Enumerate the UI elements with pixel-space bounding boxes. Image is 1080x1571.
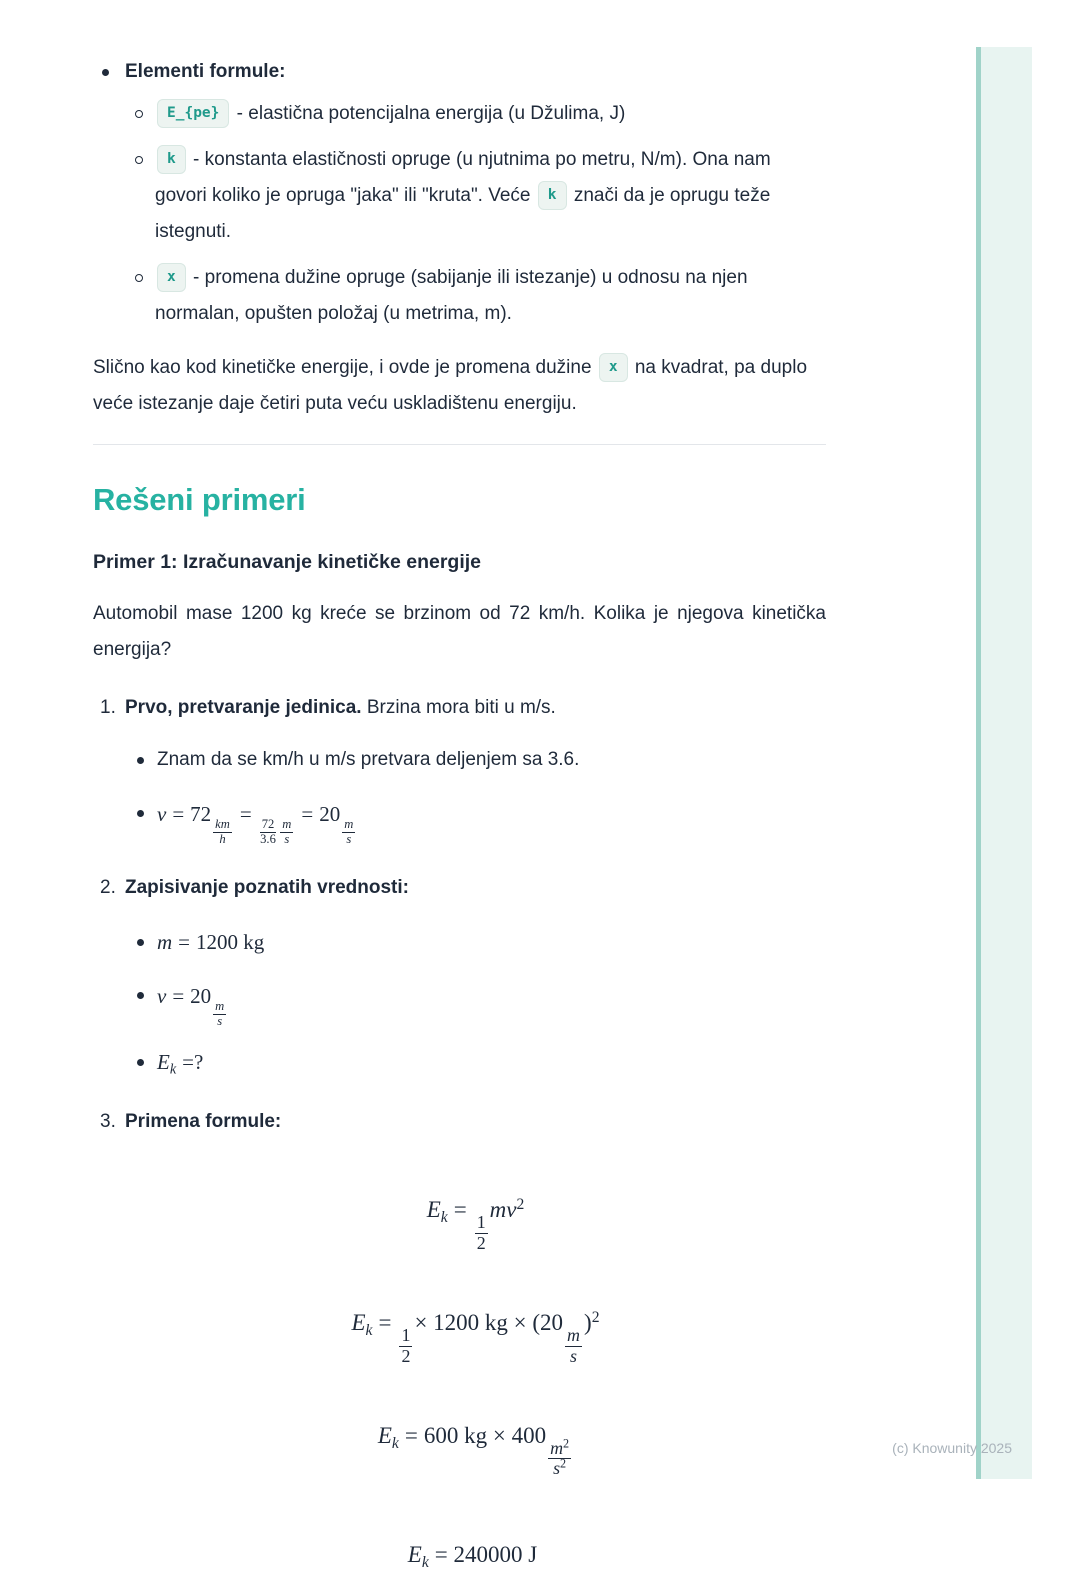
list-item-text — [155, 260, 826, 332]
k-description-b: znači da je oprugu teže istegnuti. — [155, 185, 771, 242]
bullet-circle-marker — [135, 110, 143, 118]
step-text — [125, 870, 826, 906]
note-text-b: na kvadrat, pa duplo veće istezanje daje četiri puta veću uskladištenu energiju. — [93, 357, 808, 414]
fraction-m2-s2: $\frac{m^2}{s^2}$ — [550, 1436, 570, 1479]
bullet-disc-marker — [137, 1059, 144, 1066]
velocity-conversion-formula — [93, 792, 826, 846]
step-2-bold: Zapisivanje poznatih vrednosti: — [125, 877, 409, 899]
known-value-mass: m = 1200 kg — [93, 924, 826, 960]
step-1 — [93, 690, 826, 726]
list-item-text — [155, 142, 826, 250]
note-paragraph — [93, 350, 826, 422]
list-item-x — [93, 260, 826, 332]
k-description-a: - konstanta elastičnosti opruge (u njutnima po metru, N/m). Ona nam govori koliko je opruga "jaka" ili "kruta". Veće — [155, 149, 771, 206]
section-divider — [93, 444, 826, 445]
example-title: Primer 1: Izračunavanje kinetičke energije — [93, 551, 482, 573]
fraction-m-s: $\frac{m}{s}$ — [215, 999, 225, 1028]
document-content — [93, 0, 826, 1571]
formula-elements-section — [93, 54, 826, 332]
note-text-a: Slično kao kod kinetičke energije, i ovde je promena dužine — [93, 357, 592, 378]
formula-text: v = 72 $\frac{km}{h}$ = $\frac{72}{3.6}$ $\frac{m}{s}$ = 20 $\frac{m}{s}$ — [157, 802, 354, 846]
inline-code-x-2: x — [599, 353, 628, 382]
copyright-notice: (c) Knowunity 2025 — [892, 1440, 1012, 1456]
fraction-72-36: $\frac{72}{3.6}$ — [260, 816, 276, 846]
step-number: 3. — [100, 1111, 116, 1133]
fraction-m-s: $\frac{m}{s}$ — [567, 1325, 581, 1366]
step-1-rest: Brzina mora biti u m/s. — [366, 697, 556, 718]
list-title: Elementi formule: — [125, 61, 286, 82]
fraction-km-h: $\frac{km}{h}$ — [215, 816, 230, 846]
step-text — [125, 1104, 826, 1140]
equation-result: $E_k = 240000$ J — [407, 1541, 538, 1571]
step-1-note — [93, 742, 826, 778]
known-value-velocity: v = 20 $\frac{m}{s}$ — [93, 974, 826, 1028]
section-heading: Rešeni primeri — [93, 482, 306, 517]
list-item-elements-title — [93, 54, 826, 90]
bullet-disc-marker — [137, 810, 144, 817]
step-2 — [93, 870, 826, 906]
inline-code-k: k — [157, 145, 186, 174]
inline-code-k-2: k — [538, 181, 567, 210]
bullet-disc-marker — [137, 939, 144, 946]
step-number: 1. — [100, 697, 116, 718]
equation-substitution: $E_k$ = $\frac{1}{2}$ × 1200 kg × (20 $\frac{m}{s}$ )$^2$ — [351, 1308, 600, 1366]
list-item-epe — [93, 96, 826, 132]
page-edge-strip — [976, 47, 1032, 1479]
bullet-circle-marker — [135, 156, 143, 164]
step-text — [125, 690, 826, 726]
step-3 — [93, 1104, 826, 1140]
equation-kinetic-formula: $E_k$ = $\frac{1}{2}$ $mv^2$ — [426, 1196, 525, 1253]
list-item-k — [93, 142, 826, 250]
epe-description: - elastična potencijalna energija (u Džulima, J) — [236, 103, 626, 124]
step-3-bold: Primena formule: — [125, 1111, 282, 1133]
known-value-ek-unknown: $E_k$ =? — [93, 1044, 826, 1080]
step-1-bold: Prvo, pretvaranje jedinica. — [125, 697, 362, 718]
list-item-text — [155, 96, 826, 132]
inline-code-epe: E_{pe} — [157, 99, 229, 128]
fraction-one-half: $\frac{1}{2}$ — [476, 1212, 486, 1253]
bullet-disc-marker — [137, 992, 144, 999]
step-number: 2. — [100, 877, 116, 899]
bullet-disc-marker — [137, 757, 144, 764]
inline-code-x: x — [157, 263, 186, 292]
fraction-m-s: $\frac{m}{s}$ — [344, 816, 354, 846]
equation-intermediate: $E_k = 600$ kg × 400 $\frac{m^2}{s^2}$ — [377, 1422, 570, 1479]
bullet-circle-marker — [135, 274, 143, 282]
fraction-m-s: $\frac{m}{s}$ — [282, 816, 292, 846]
x-description: - promena dužine opruge (sabijanje ili istezanje) u odnosu na njen normalan, opušten položaj (u metrima, m). — [155, 267, 748, 324]
problem-statement: Automobil mase 1200 kg kreće se brzinom od 72 km/h. Kolika je njegova kinetička energija? — [93, 603, 826, 660]
fraction-one-half: $\frac{1}{2}$ — [401, 1325, 411, 1366]
step-1-note-text: Znam da se km/h u m/s pretvara deljenjem sa 3.6. — [157, 749, 580, 770]
bullet-disc-marker — [102, 69, 109, 76]
